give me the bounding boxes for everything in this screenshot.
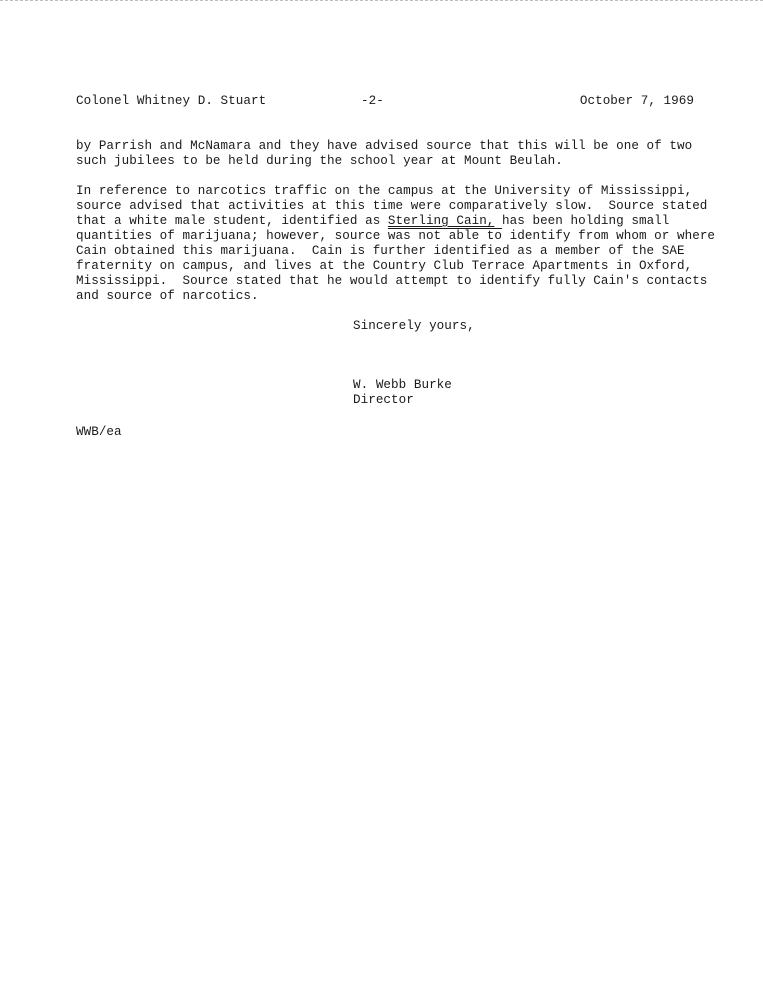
page-number: -2- (361, 94, 384, 108)
text-segment: that a white male student, identified as (76, 214, 388, 228)
text-segment: quantities of marijuana; however, source (76, 229, 388, 243)
signer-name: W. Webb Burke (353, 378, 452, 392)
text-line: and source of narcotics. (76, 289, 259, 303)
text-segment: identify from whom or where (502, 229, 716, 243)
reference-initials: WWB/ea (76, 425, 122, 439)
letter-header (76, 94, 696, 110)
underlined-name: Sterling Cain, (387, 214, 495, 228)
text-line: source advised that activities at this time were comparatively slow. Source stated (76, 199, 708, 213)
marked-phrase: was not able to (387, 229, 503, 243)
addressee: Colonel Whitney D. Stuart (76, 94, 267, 108)
text-line: by Parrish and McNamara and they have advised source that this will be one of two (76, 139, 693, 153)
text-line: Mississippi. Source stated that he would attempt to identify fully Cain's contacts (76, 274, 708, 288)
signer-title: Director (353, 393, 414, 407)
text-line (76, 229, 715, 243)
text-line: such jubilees to be held during the school year at Mount Beulah. (76, 154, 563, 168)
text-line (76, 214, 669, 228)
text-line: fraternity on campus, and lives at the Country Club Terrace Apartments in Oxford, (76, 259, 693, 273)
text-line: In reference to narcotics traffic on the campus at the University of Mississippi, (76, 184, 693, 198)
text-segment: has been holding small (494, 214, 670, 228)
letter-date: October 7, 1969 (579, 94, 694, 108)
text-line: Cain obtained this marijuana. Cain is further identified as a member of the SAE (76, 244, 685, 258)
closing-salutation: Sincerely yours, (353, 319, 475, 333)
